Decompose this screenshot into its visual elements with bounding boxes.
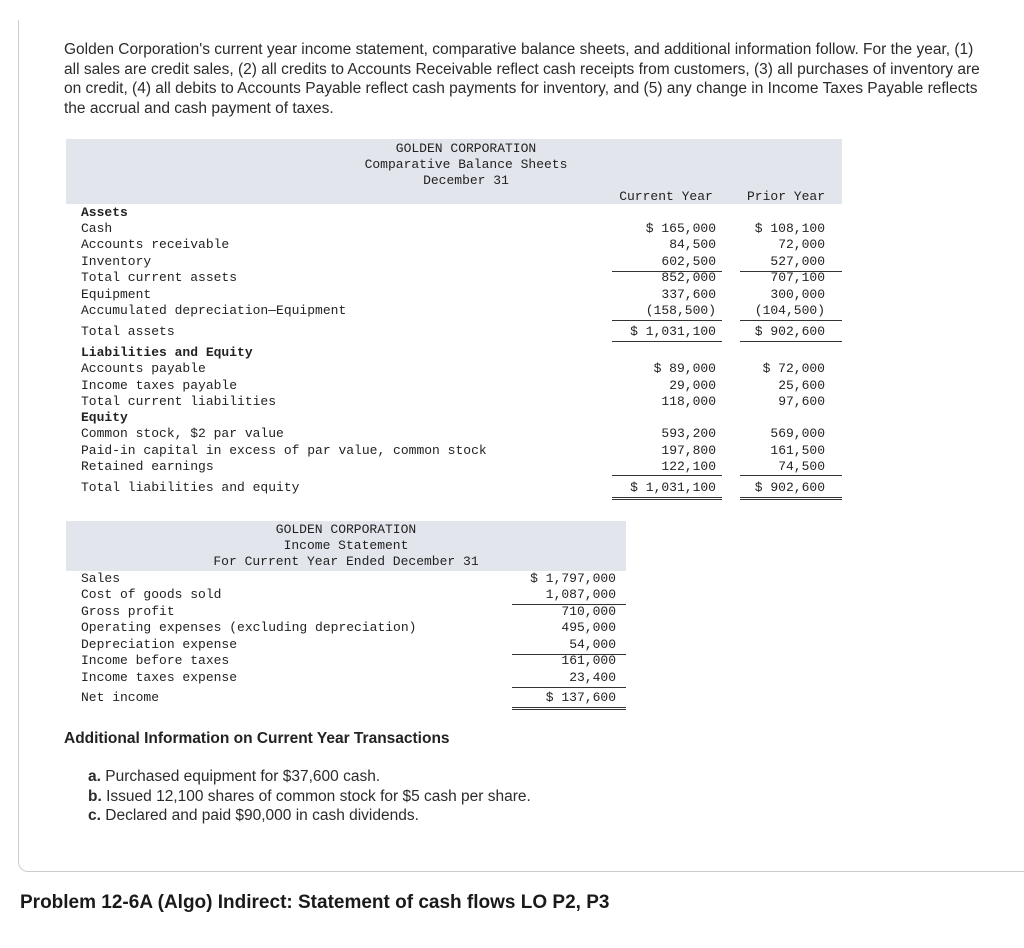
total-double-rule (512, 707, 626, 710)
subtotal-rule (740, 320, 842, 321)
income-statement-value: $ 1,797,000 (530, 571, 616, 586)
balance-sheet-prior-value: 161,500 (770, 443, 825, 458)
balance-sheet-row-label: Total current assets (81, 270, 238, 285)
additional-info-list (88, 767, 531, 826)
balance-sheet-current-value: (158,500) (645, 303, 716, 318)
balance-sheet-row-label: Accumulated depreciation—Equipment (81, 303, 347, 318)
additional-info-item: a. Purchased equipment for $37,600 cash. (88, 768, 381, 785)
income-statement-row-label: Operating expenses (excluding depreciation) (81, 620, 417, 635)
subtotal-rule (512, 687, 626, 688)
balance-sheet-date: December 31 (423, 173, 509, 188)
total-double-rule (740, 497, 842, 500)
balance-sheet-prior-value: 25,600 (778, 378, 825, 393)
income-statement-row-label: Income taxes expense (81, 670, 238, 685)
income-statement-value: 54,000 (569, 637, 616, 652)
balance-sheet-prior-value: (104,500) (754, 303, 825, 318)
balance-sheet-row-label: Total current liabilities (81, 394, 277, 409)
income-statement-value: 495,000 (561, 620, 616, 635)
balance-sheet-row-label: Total assets (81, 324, 175, 339)
additional-info-item: b. Issued 12,100 shares of common stock for $5 cash per share. (88, 787, 531, 805)
balance-sheet-row-label: Paid-in capital in excess of par value, common stock (81, 443, 487, 458)
balance-sheet-prior-value: $ 108,100 (754, 221, 825, 236)
balance-sheet-prior-value: 74,500 (778, 459, 825, 474)
balance-sheet-current-value: $ 165,000 (645, 221, 716, 236)
balance-sheet-row-label: Total liabilities and equity (81, 480, 300, 495)
balance-sheet-prior-value: 707,100 (770, 270, 825, 285)
balance-sheet-prior-value: 72,000 (778, 237, 825, 252)
balance-sheet-row-label: Retained earnings (81, 459, 214, 474)
income-statement-value: 161,000 (561, 653, 616, 668)
income-statement-row-label: Cost of goods sold (81, 587, 222, 602)
balance-sheet-current-value: 197,800 (661, 443, 716, 458)
balance-sheet-row-label: Equity (81, 410, 128, 425)
balance-sheet-prior-value: $ 902,600 (754, 480, 825, 495)
total-double-rule (612, 497, 722, 500)
income-statement-period: For Current Year Ended December 31 (213, 554, 479, 569)
problem-intro: Golden Corporation's current year income statement, comparative balance sheets, and additional information follow. For the year, (1) all sales are credit sales, (2) all credits to Accounts Receivable reflect cash receipts from customers, (3) all purchases of inventory are on credit, (4) all debits to Accounts Payable reflect cash payments for inventory, and (5) any change in Income Taxes Payable reflects the accrual and cash payment of taxes. (64, 41, 980, 117)
balance-sheet-row-label: Cash (81, 221, 113, 236)
balance-sheet-current-value: 593,200 (661, 426, 716, 441)
balance-sheet-current-value: 122,100 (661, 459, 716, 474)
income-statement-title: GOLDEN CORPORATION (275, 522, 417, 537)
balance-sheet-row-label: Equipment (81, 287, 152, 302)
balance-sheet-prior-value: 527,000 (770, 254, 825, 269)
column-header-current: Current Year (619, 189, 713, 204)
income-statement-value: $ 137,600 (545, 690, 616, 705)
income-statement-row-label: Net income (81, 690, 160, 705)
subtotal-rule (740, 341, 842, 342)
income-statement-row-label: Income before taxes (81, 653, 230, 668)
balance-sheet-current-value: $ 1,031,100 (630, 324, 716, 339)
income-statement-value: 23,400 (569, 670, 616, 685)
problem-title: Problem 12-6A (Algo) Indirect: Statement of cash flows LO P2, P3 (20, 892, 610, 913)
balance-sheet-row-label: Inventory (81, 254, 152, 269)
income-statement-row-label: Depreciation expense (81, 637, 238, 652)
balance-sheet-row-label: Income taxes payable (81, 378, 238, 393)
balance-sheet-current-value: 118,000 (661, 394, 716, 409)
balance-sheet-current-value: 337,600 (661, 287, 716, 302)
additional-info-item: c. Declared and paid $90,000 in cash dividends. (88, 807, 419, 824)
balance-sheet-row-label: Assets (81, 205, 128, 220)
column-header-prior: Prior Year (746, 189, 825, 204)
additional-info-heading: Additional Information on Current Year Transactions (64, 730, 450, 747)
subtotal-rule (612, 320, 722, 321)
balance-sheet-prior-value: 569,000 (770, 426, 825, 441)
balance-sheet-row-label: Common stock, $2 par value (81, 426, 284, 441)
balance-sheet-current-value: 84,500 (669, 237, 716, 252)
subtotal-rule (740, 475, 842, 476)
balance-sheet-prior-value: 300,000 (770, 287, 825, 302)
balance-sheet-prior-value: $ 902,600 (754, 324, 825, 339)
balance-sheet-current-value: $ 89,000 (653, 361, 716, 376)
income-statement-value: 1,087,000 (545, 587, 616, 602)
balance-sheet-current-value: 852,000 (661, 270, 716, 285)
income-statement-row-label: Sales (81, 571, 121, 586)
balance-sheet-current-value: 602,500 (661, 254, 716, 269)
balance-sheet-current-value: $ 1,031,100 (630, 480, 716, 495)
balance-sheet-prior-value: 97,600 (778, 394, 825, 409)
balance-sheet-title: GOLDEN CORPORATION (395, 141, 537, 156)
subtotal-rule (612, 341, 722, 342)
balance-sheet-subtitle: Comparative Balance Sheets (364, 157, 568, 172)
balance-sheet-row-label: Accounts payable (81, 361, 206, 376)
subtotal-rule (612, 475, 722, 476)
balance-sheet-row-label: Accounts receivable (81, 237, 230, 252)
income-statement-subtitle: Income Statement (283, 538, 409, 553)
income-statement-row-label: Gross profit (81, 604, 175, 619)
income-statement-value: 710,000 (561, 604, 616, 619)
balance-sheet-current-value: 29,000 (669, 378, 716, 393)
balance-sheet-row-label: Liabilities and Equity (81, 345, 253, 360)
balance-sheet-prior-value: $ 72,000 (762, 361, 825, 376)
